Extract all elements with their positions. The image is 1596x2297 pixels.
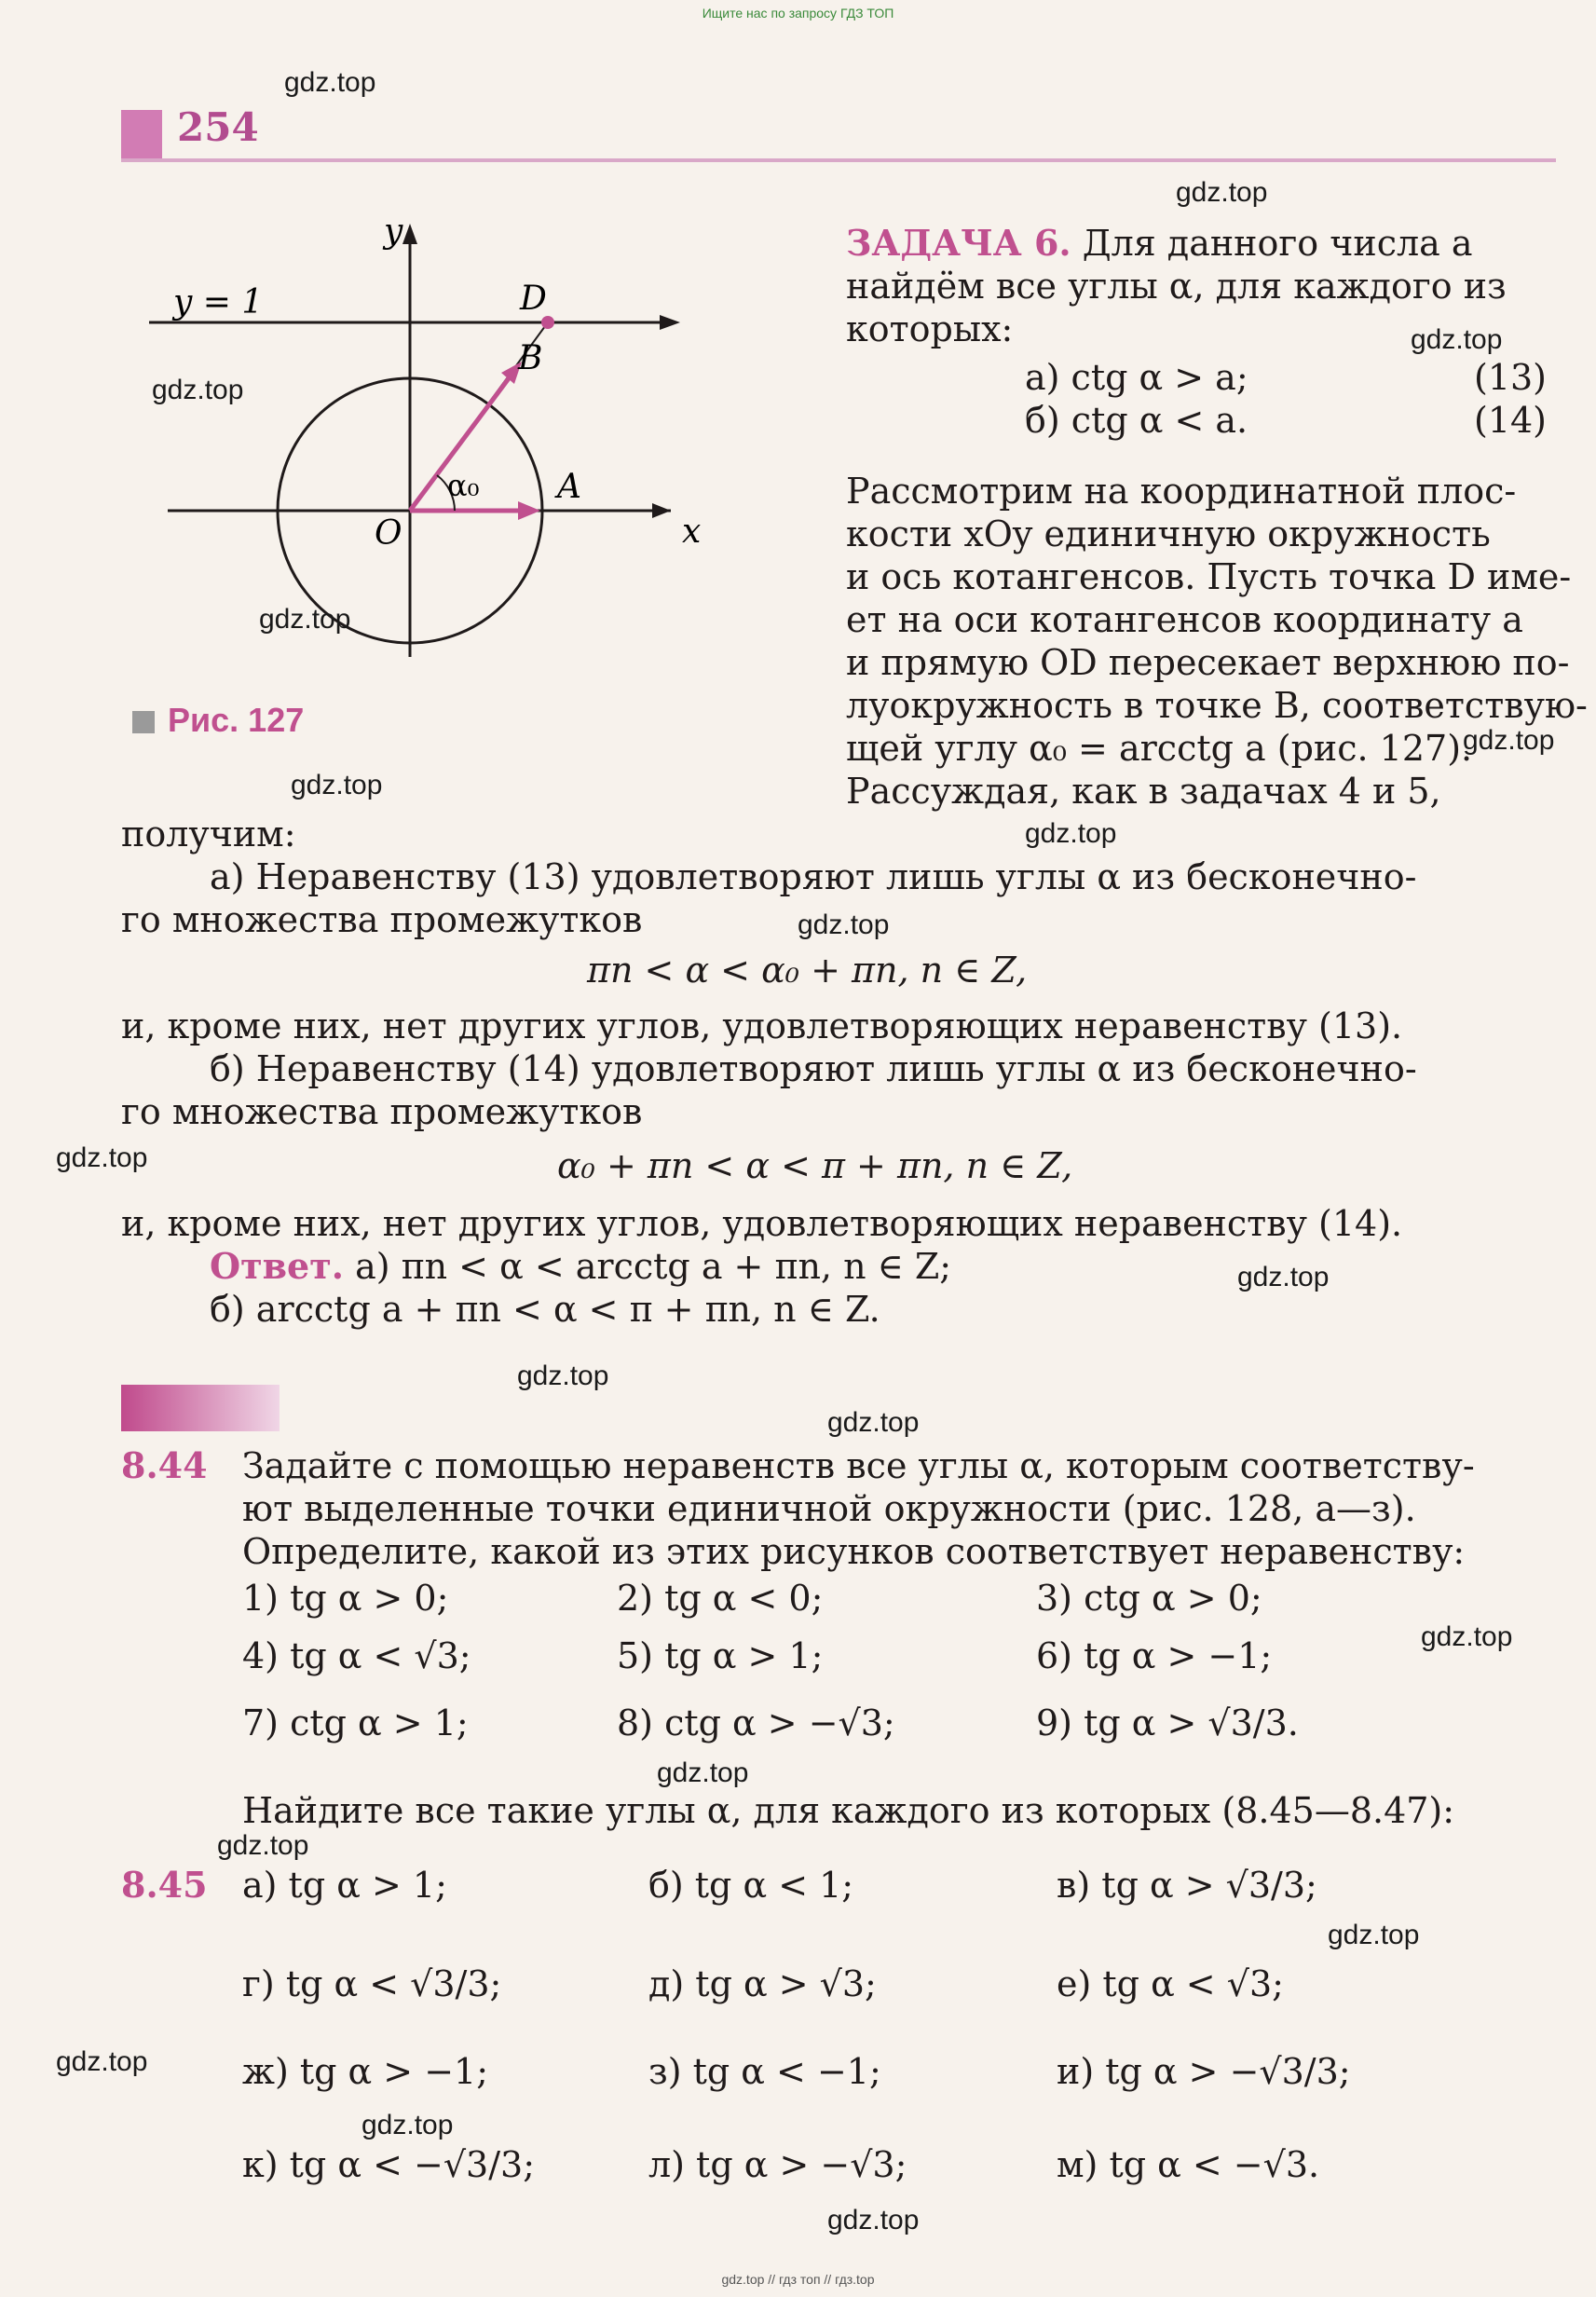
ex844-item-5: 5) tg α > 1; [617,1635,824,1676]
ex845-item-v: в) tg α > √3/3; [1057,1865,1317,1906]
figure-caption: Рис. 127 [132,701,304,740]
ex844-item-8: 8) ctg α > −√3; [617,1702,895,1743]
watermark: gdz.top [56,1142,148,1173]
label-b: B [518,339,543,377]
watermark: gdz.top [1025,818,1117,849]
watermark: gdz.top [798,909,890,940]
task6-heading: ЗАДАЧА 6. [846,222,1071,264]
x-axis-arrow [652,503,671,518]
line-label: y = 1 [173,283,264,321]
watermark: gdz.top [827,2205,920,2235]
answer-label: Ответ. [210,1245,345,1287]
ex845-item-b: б) tg α < 1; [648,1865,854,1906]
exercise-845-number: 8.45 [121,1864,208,1906]
ex845-item-k: к) tg α < −√3/3; [242,2144,536,2185]
footer: gdz.top // гдз топ // гдз.top [721,2272,875,2287]
para-line-4: ет на оси котангенсов координату a [846,599,1523,640]
watermark: gdz.top [291,770,383,800]
caption-marker [132,711,155,733]
ex844-item-2: 2) tg α < 0; [617,1578,824,1619]
watermark: gdz.top [1176,177,1268,208]
point-d [541,316,554,329]
ex845-item-z: з) tg α < −1; [648,2051,881,2092]
watermark: gdz.top [1237,1262,1330,1292]
task6-line-1: ЗАДАЧА 6. Для данного числа a [846,222,1473,264]
watermark: gdz.top [827,1407,920,1438]
watermark: gdz.top [259,604,351,635]
top-banner: Ищите нас по запросу ГДЗ ТОП [702,6,894,21]
watermark: gdz.top [56,2046,148,2077]
watermark: gdz.top [517,1360,609,1391]
ex845-item-i: и) tg α > −√3/3; [1057,2051,1351,2092]
ex845-item-e: е) tg α < √3; [1057,1963,1284,2004]
page-number-block [121,110,162,160]
para-line-2: кости xOy единичную окружность [846,513,1491,554]
watermark: gdz.top [1421,1621,1513,1652]
unit-circle-figure [112,214,708,680]
body-line-7: го множества промежутков [121,1091,643,1132]
x-axis-label: x [682,513,702,551]
watermark: gdz.top [284,67,376,98]
header-rule [121,158,1556,162]
ex844-item-4: 4) tg α < √3; [242,1635,471,1676]
interval-13: πn < α < α₀ + πn, n ∈ Z, [587,950,1028,991]
ex845-item-zh: ж) tg α > −1; [242,2051,489,2092]
y-axis-arrow [402,224,417,244]
watermark: gdz.top [217,1830,309,1861]
task6-line-2: найдём все углы α, для каждого из [846,266,1507,307]
interval-14: α₀ + πn < α < π + πn, n ∈ Z, [557,1145,1073,1186]
task6-line-3: которых: [846,308,1014,349]
body-line-6: б) Неравенству (14) удовлетворяют лишь углы α из бесконечно- [210,1048,1417,1089]
ex845-item-m: м) tg α < −√3. [1057,2144,1320,2185]
ex845-item-l: л) tg α > −√3; [648,2144,907,2185]
para-line-7: щей углу α₀ = arcctg a (рис. 127). [846,728,1473,769]
ex845-item-d: д) tg α > √3; [648,1963,877,2004]
watermark: gdz.top [1463,725,1555,756]
para-line-6: луокружность в точке B, соответствую- [846,685,1588,726]
instruction-line: Найдите все такие углы α, для каждого из которых (8.45—8.47): [242,1790,1455,1831]
vector-oa-arrow [518,501,540,520]
ex845-item-g: г) tg α < √3/3; [242,1963,502,2004]
condition-14-number: (14) [1474,400,1548,441]
para-line-8: Рассуждая, как в задачах 4 и 5, [846,771,1441,812]
ex844-line-1: Задайте с помощью неравенств все углы α, которым соответству- [242,1445,1475,1486]
body-line-1: получим: [121,814,296,855]
answer-line-2: б) arcctg a + πn < α < π + πn, n ∈ Z. [210,1289,880,1330]
condition-13: а) ctg α > a; [1025,357,1248,398]
para-line-5: и прямую OD пересекает верхнюю по- [846,642,1570,683]
ex844-item-7: 7) ctg α > 1; [242,1702,469,1743]
ex845-item-a: а) tg α > 1; [242,1865,447,1906]
watermark: gdz.top [1411,324,1503,355]
body-line-9: и, кроме них, нет других углов, удовлетворяющих неравенству (14). [121,1203,1403,1244]
para-line-1: Рассмотрим на координатной плос- [846,471,1517,512]
section-bar [121,1385,280,1431]
ex844-item-9: 9) tg α > √3/3. [1036,1702,1299,1743]
label-o: O [375,514,402,553]
condition-14: б) ctg α < a. [1025,400,1248,441]
y-axis-label: y [384,214,403,251]
ex844-item-1: 1) tg α > 0; [242,1578,449,1619]
label-d: D [520,280,547,318]
watermark: gdz.top [152,375,244,405]
page-number: 254 [177,104,259,150]
exercise-844-number: 8.44 [121,1444,208,1486]
label-a: A [557,468,581,506]
body-line-2: а) Неравенству (13) удовлетворяют лишь углы α из бесконечно- [210,856,1417,897]
ex844-item-6: 6) tg α > −1; [1036,1635,1273,1676]
label-alpha0: α₀ [447,468,480,503]
cotangent-axis-arrow [660,315,680,330]
condition-13-number: (13) [1474,357,1548,398]
ex844-line-2: ют выделенные точки единичной окружности (рис. 128, а—з). [242,1488,1416,1529]
watermark: gdz.top [361,2110,454,2140]
answer-line-1: Ответ. а) πn < α < arcctg a + πn, n ∈ Z; [210,1245,952,1287]
watermark: gdz.top [657,1757,749,1788]
ex844-line-3: Определите, какой из этих рисунков соответствует неравенству: [242,1531,1466,1572]
watermark: gdz.top [1328,1920,1420,1950]
ex844-item-3: 3) ctg α > 0; [1036,1578,1262,1619]
body-line-5: и, кроме них, нет других углов, удовлетворяющих неравенству (13). [121,1005,1403,1046]
para-line-3: и ось котангенсов. Пусть точка D име- [846,556,1572,597]
body-line-3: го множества промежутков [121,899,643,940]
